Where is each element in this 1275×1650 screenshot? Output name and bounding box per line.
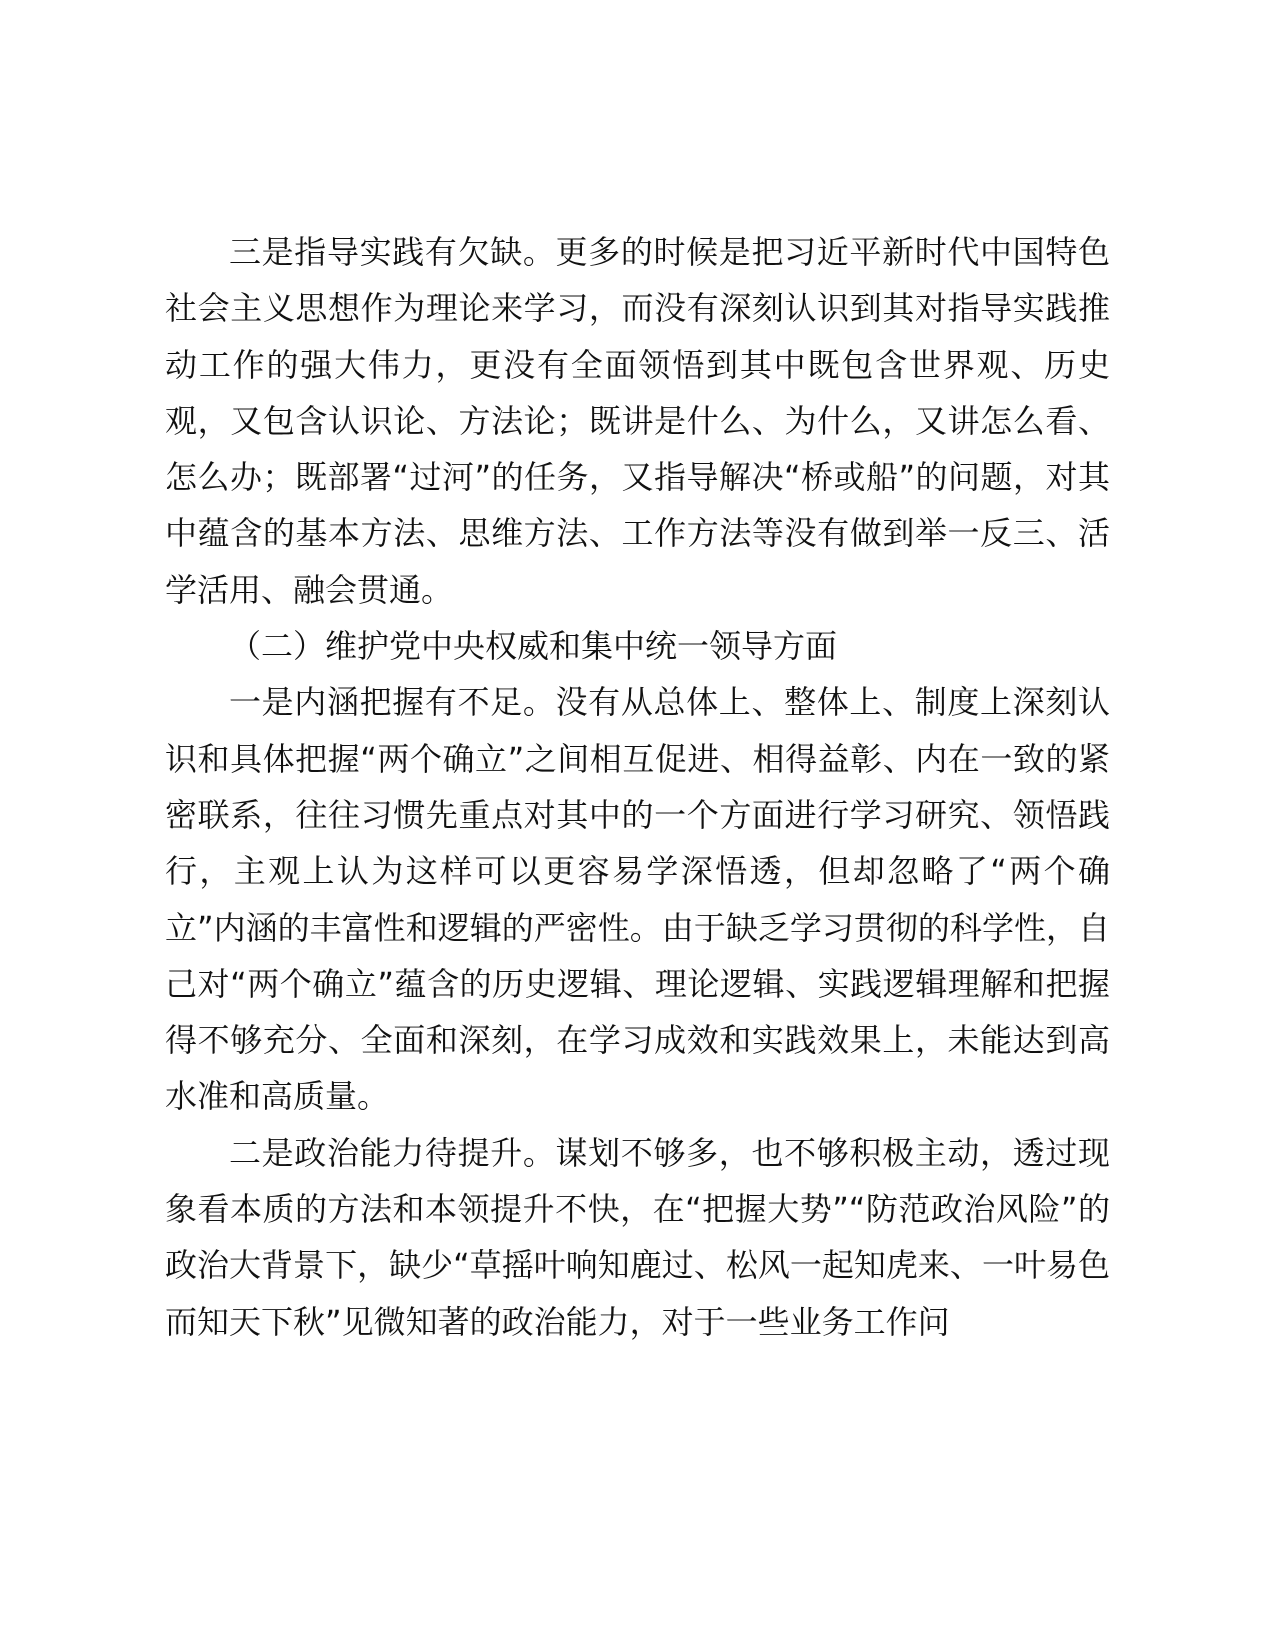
section-heading-2: （二）维护党中央权威和集中统一领导方面 bbox=[229, 627, 838, 666]
document-body bbox=[165, 224, 1110, 1350]
paragraph-connotation: 一是内涵把握有不足。没有从总体上、整体上、制度上深刻认识和具体把握“两个确立”之间相互促进、相得益彰、内在一致的紧密联系，往往习惯先重点对其中的一个方面进行学习研究、领悟践行，主观上认为这样可以更容易学深悟透，但却忽略了“两个确立”内涵的丰富性和逻辑的严密性。由于缺乏学习贯彻的科学性，自己对“两个确立”蕴含的历史逻辑、理论逻辑、实践逻辑理解和把握得不够充分、全面和深刻，在学习成效和实践效果上，未能达到高水准和高质量。 bbox=[165, 683, 1110, 1116]
paragraph-practice-guidance: 三是指导实践有欠缺。更多的时候是把习近平新时代中国特色社会主义思想作为理论来学习，而没有深刻认识到其对指导实践推动工作的强大伟力，更没有全面领悟到其中既包含世界观、历史观，又包含认识论、方法论；既讲是什么、为什么，又讲怎么看、怎么办；既部署“过河”的任务，又指导解决“桥或船”的问题，对其中蕴含的基本方法、思维方法、工作方法等没有做到举一反三、活学活用、融会贯通。 bbox=[165, 233, 1110, 609]
paragraph-political-ability: 二是政治能力待提升。谋划不够多，也不够积极主动，透过现象看本质的方法和本领提升不快，在“把握大势”“防范政治风险”的政治大背景下，缺少“草摇叶响知鹿过、松风一起知虎来、一叶易色而知天下秋”见微知著的政治能力，对于一些业务工作问 bbox=[165, 1133, 1110, 1341]
